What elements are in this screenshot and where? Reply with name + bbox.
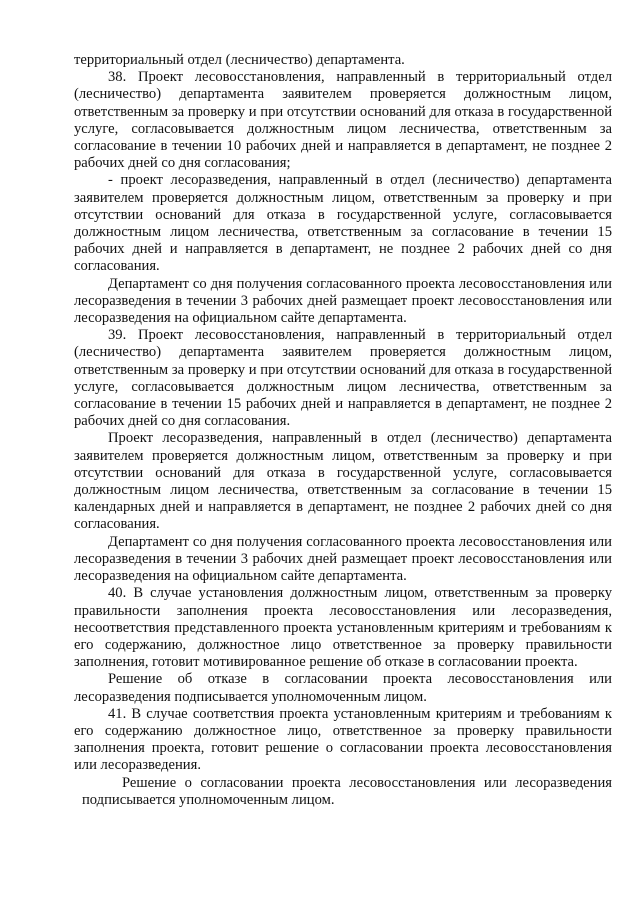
paragraph-continuation: территориальный отдел (лесничество) департамента. <box>74 52 405 68</box>
paragraph-39-publication: Департамент со дня получения согласованного проекта лесовосстановления или лесоразведения в течении 3 рабочих дней размещает проект лесовосстановления или лесоразведения на официальном сайте департамента. <box>74 533 612 585</box>
paragraph-39: 39. Проект лесовосстановления, направленный в территориальный отдел (лесничество) департамента заявителем проверяется должностным лицом, ответственным за проверку и при отсутствии оснований для отказа в государственной услуге, согласовывается должностным лицом лесничества, ответственным за согласование в течении 15 рабочих дней и направляется в департамент, не позднее 2 рабочих дней со дня согласования. <box>74 327 612 430</box>
paragraph-40: 40. В случае установления должностным лицом, ответственным за проверку правильности заполнения проекта лесовосстановления или лесоразведения, несоответствия представленного проекта установленным критериям и требованиям к его содержанию, должностное лицо ответственное за проверку правильности заполнения, готовит мотивированное решение об отказе в согласовании проекта. <box>74 585 612 671</box>
document-page <box>74 52 612 809</box>
paragraph-39-afforestation: Проект лесоразведения, направленный в отдел (лесничество) департамента заявителем проверяется должностным лицом, ответственным за проверку и при отсутствии оснований для отказа в государственной услуге, согласовывается должностным лицом лесничества, ответственным за согласование в течении 15 календарных дней и направляется в департамент, не позднее 2 рабочих дней со дня согласования. <box>74 430 612 533</box>
paragraph-38-afforestation: - проект лесоразведения, направленный в отдел (лесничество) департамента заявителем проверяется должностным лицом, ответственным за проверку и при отсутствии оснований для отказа в государственной услуге, согласовывается должностным лицом лесничества, ответственным за согласование в течении 15 рабочих дней и направляется в департамент, не позднее 2 рабочих дней со дня согласования. <box>74 172 612 275</box>
paragraph-41: 41. В случае соответствия проекта установленным критериям и требованиям к его содержанию должностное лицо, ответственное за проверку правильности заполнения проекта, готовит решение о согласовании проекта лесовосстановления или лесоразведения. <box>74 705 612 774</box>
paragraph-38-publication: Департамент со дня получения согласованного проекта лесовосстановления или лесоразведения в течении 3 рабочих дней размещает проект лесовосстановления или лесоразведения на официальном сайте департамента. <box>74 275 612 327</box>
paragraph-41-approval-signing: Решение о согласовании проекта лесовосстановления или лесоразведения подписывается уполномоченным лицом. <box>82 774 612 808</box>
paragraph-38: 38. Проект лесовосстановления, направленный в территориальный отдел (лесничество) департамента заявителем проверяется должностным лицом, ответственным за проверку и при отсутствии оснований для отказа в государственной услуге, согласовывается должностным лицом лесничества, ответственным за согласование в течении 10 рабочих дней и направляется в департамент, не позднее 2 рабочих дней со дня согласования; <box>74 69 612 172</box>
paragraph-40-refusal-signing: Решение об отказе в согласовании проекта лесовосстановления или лесоразведения подписывается уполномоченным лицом. <box>74 671 612 705</box>
